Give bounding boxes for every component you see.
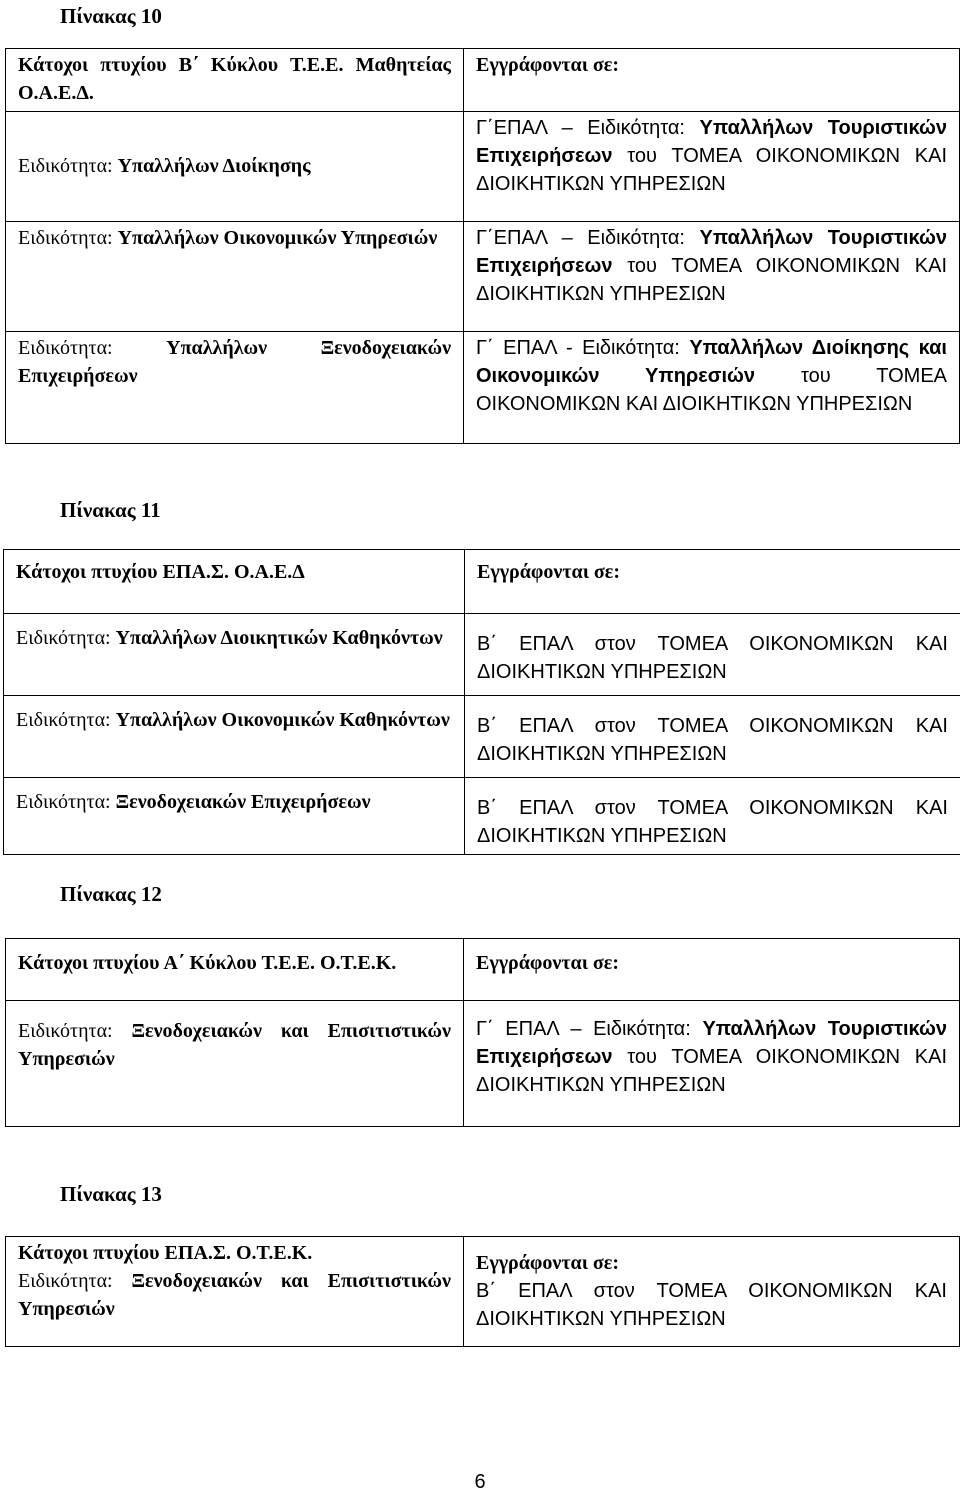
school-label: Γ΄ ΕΠΑΛ - Ειδικότητα: xyxy=(476,337,680,359)
table-13-title: Πίνακας 13 xyxy=(60,1182,162,1206)
sector-text: του ΤΟΜΕΑ ΟΙΚΟΝΟΜΙΚΩΝ ΚΑΙ ΔΙΟΙΚΗΤΙΚΩΝ ΥΠΗΡΕΣΙΩΝ xyxy=(476,145,948,195)
spec-label: Ειδικότητα: xyxy=(16,627,111,649)
table-row xyxy=(6,1237,960,1347)
spec-label: Ειδικότητα: xyxy=(18,1270,113,1292)
table-row xyxy=(4,696,960,778)
sector-text: του ΤΟΜΕΑ ΟΙΚΟΝΟΜΙΚΩΝ ΚΑΙ ΔΙΟΙΚΗΤΙΚΩΝ ΥΠΗΡΕΣΙΩΝ xyxy=(476,255,948,305)
holders-header: Κάτοχοι πτυχίου ΕΠΑ.Σ. Ο.Α.Ε.Δ xyxy=(4,550,465,614)
specialty-cell xyxy=(6,112,464,222)
table-row xyxy=(4,614,960,696)
school-spec: Υπαλλήλων Τουριστικών Επιχειρήσεων xyxy=(476,1018,948,1068)
specialty-cell xyxy=(6,1001,464,1127)
specialty-cell xyxy=(4,778,465,855)
school-label: Γ΄ ΕΠΑΛ – Ειδικότητα: xyxy=(476,1018,691,1040)
spec-name: Υπαλλήλων Οικονομικών Καθηκόντων xyxy=(115,709,450,731)
target-cell xyxy=(464,1237,960,1347)
holders-header: Κάτοχοι πτυχίου Β΄ Κύκλου Τ.Ε.Ε. Μαθητείας Ο.Α.Ε.Δ. xyxy=(6,49,464,112)
spec-name: Ξενοδοχειακών Επιχειρήσεων xyxy=(115,791,371,813)
table-13 xyxy=(5,1236,960,1347)
school-label: Γ΄ΕΠΑΛ – Ειδικότητα: xyxy=(476,227,685,249)
target-cell xyxy=(464,112,960,222)
table-row xyxy=(6,939,960,1001)
school-spec: Υπαλλήλων Διοίκησης και Οικονομικών Υπηρεσιών xyxy=(476,337,947,387)
spec-name: Ξενοδοχειακών και Επισιτιστικών Υπηρεσιών xyxy=(18,1270,451,1320)
table-10-title: Πίνακας 10 xyxy=(60,4,162,28)
table-11 xyxy=(3,549,960,855)
target-cell: Β΄ ΕΠΑΛ στον ΤΟΜΕΑ ΟΙΚΟΝΟΜΙΚΩΝ ΚΑΙ ΔΙΟΙΚΗΤΙΚΩΝ ΥΠΗΡΕΣΙΩΝ xyxy=(465,614,960,696)
spec-label: Ειδικότητα: xyxy=(18,154,113,177)
spec-label: Ειδικότητα: xyxy=(18,227,113,249)
spec-name: Υπαλλήλων Ξενοδοχειακών Επιχειρήσεων xyxy=(18,337,452,387)
target-cell: Β΄ ΕΠΑΛ στον ΤΟΜΕΑ ΟΙΚΟΝΟΜΙΚΩΝ ΚΑΙ ΔΙΟΙΚΗΤΙΚΩΝ ΥΠΗΡΕΣΙΩΝ xyxy=(465,778,960,855)
spec-name: Υπαλλήλων Οικονομικών Υπηρεσιών xyxy=(117,227,438,249)
specialty-cell xyxy=(6,332,464,444)
school-label: Γ΄ΕΠΑΛ – Ειδικότητα: xyxy=(476,117,685,139)
target-cell xyxy=(464,332,960,444)
specialty-cell xyxy=(4,696,465,778)
spec-name: Ξενοδοχειακών και Επισιτιστικών Υπηρεσιών xyxy=(18,1020,451,1070)
target-text: Β΄ ΕΠΑΛ στον ΤΟΜΕΑ ΟΙΚΟΝΟΜΙΚΩΝ ΚΑΙ ΔΙΟΙΚΗΤΙΚΩΝ ΥΠΗΡΕΣΙΩΝ xyxy=(476,1280,947,1330)
school-spec: Υπαλλήλων Τουριστικών Επιχειρήσεων xyxy=(476,117,947,167)
sector-text: του ΤΟΜΕΑ ΟΙΚΟΝΟΜΙΚΩΝ ΚΑΙ ΔΙΟΙΚΗΤΙΚΩΝ ΥΠΗΡΕΣΙΩΝ xyxy=(476,365,947,415)
target-cell: Β΄ ΕΠΑΛ στον ΤΟΜΕΑ ΟΙΚΟΝΟΜΙΚΩΝ ΚΑΙ ΔΙΟΙΚΗΤΙΚΩΝ ΥΠΗΡΕΣΙΩΝ xyxy=(465,696,960,778)
spec-label: Ειδικότητα: xyxy=(18,337,113,359)
table-12-title: Πίνακας 12 xyxy=(60,882,162,906)
table-row xyxy=(6,112,960,222)
table-10 xyxy=(5,48,960,444)
page-number: 6 xyxy=(474,1471,486,1493)
specialty-cell xyxy=(6,222,464,332)
table-12 xyxy=(5,938,960,1127)
specialty-cell xyxy=(4,614,465,696)
specialty-cell xyxy=(6,1237,464,1347)
holders-header: Κάτοχοι πτυχίου ΕΠΑ.Σ. Ο.Τ.Ε.Κ. xyxy=(18,1242,313,1264)
target-cell xyxy=(464,1001,960,1127)
target-cell xyxy=(464,222,960,332)
spec-name: Υπαλλήλων Διοίκησης xyxy=(117,154,311,177)
sector-text: του ΤΟΜΕΑ ΟΙΚΟΝΟΜΙΚΩΝ ΚΑΙ ΔΙΟΙΚΗΤΙΚΩΝ ΥΠΗΡΕΣΙΩΝ xyxy=(476,1046,948,1096)
holders-header: Κάτοχοι πτυχίου Α΄ Κύκλου Τ.Ε.Ε. Ο.Τ.Ε.Κ. xyxy=(6,939,464,1001)
table-row xyxy=(4,778,960,855)
table-11-title: Πίνακας 11 xyxy=(60,498,161,522)
table-row xyxy=(6,332,960,444)
table-row xyxy=(6,49,960,112)
school-spec: Υπαλλήλων Τουριστικών Επιχειρήσεων xyxy=(476,227,947,277)
spec-label: Ειδικότητα: xyxy=(16,791,111,813)
enroll-header: Εγγράφονται σε: xyxy=(476,1252,619,1274)
table-row xyxy=(6,222,960,332)
table-row xyxy=(6,1001,960,1127)
spec-label: Ειδικότητα: xyxy=(18,1020,113,1042)
spec-name: Υπαλλήλων Διοικητικών Καθηκόντων xyxy=(115,627,443,649)
enroll-header: Εγγράφονται σε: xyxy=(464,939,960,1001)
enroll-header: Εγγράφονται σε: xyxy=(465,550,960,614)
table-row xyxy=(4,550,960,614)
spec-label: Ειδικότητα: xyxy=(16,709,111,731)
enroll-header: Εγγράφονται σε: xyxy=(464,49,960,112)
